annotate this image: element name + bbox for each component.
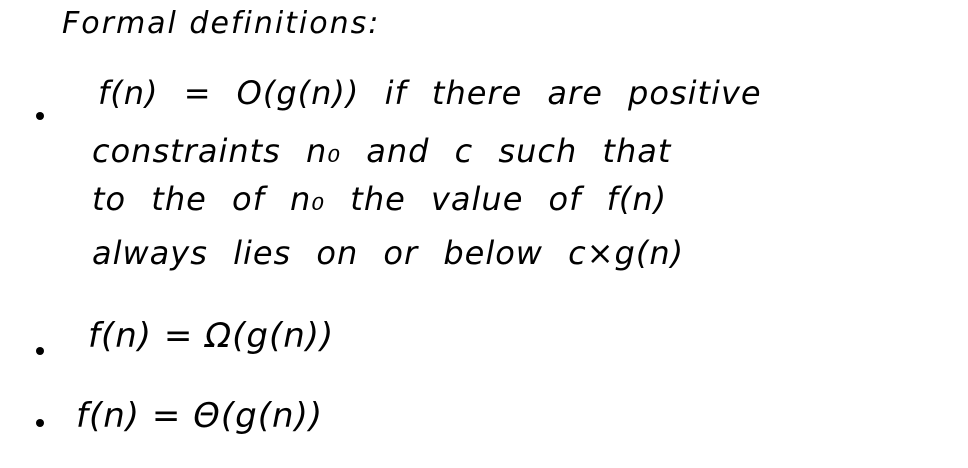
bullet-dot (36, 347, 44, 355)
big-o-definition-line-1: f(n) = O(g(n)) if there are positive (98, 74, 762, 112)
bullet-dot (36, 419, 44, 427)
big-o-definition-line-3: to the of n₀ the value of f(n) (92, 180, 668, 218)
big-theta-definition: f(n) = Θ(g(n)) (76, 396, 324, 436)
page-title: Formal definitions: (62, 6, 381, 41)
bullet-dot (36, 112, 44, 120)
big-o-definition-line-4: always lies on or below c×g(n) (92, 234, 685, 272)
big-omega-definition: f(n) = Ω(g(n)) (88, 316, 335, 356)
big-o-definition-line-2: constraints n₀ and c such that (92, 132, 672, 170)
